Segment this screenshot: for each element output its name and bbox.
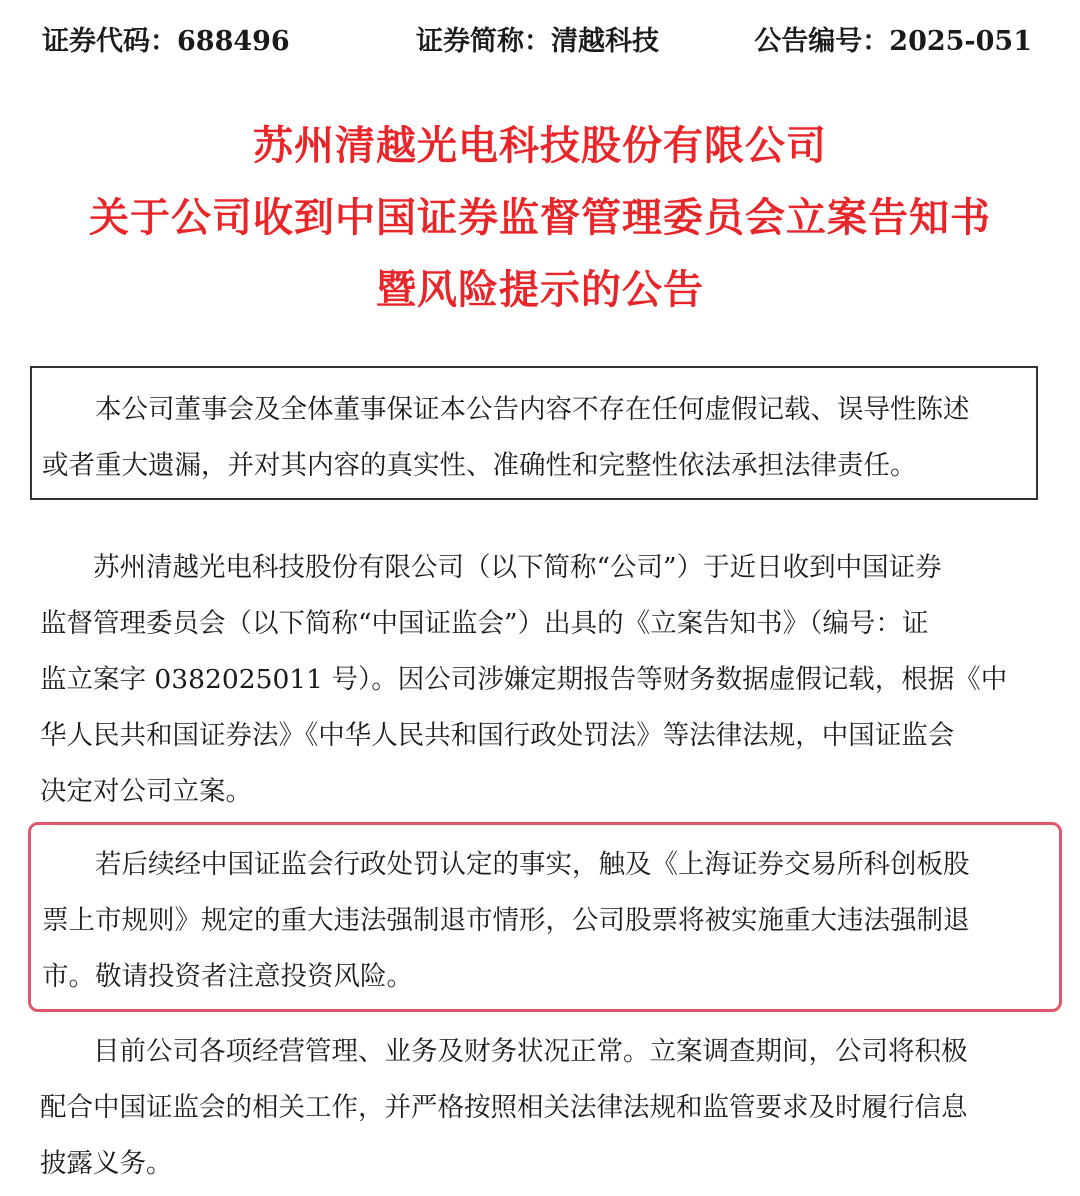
statement-line: 或者重大遗漏，并对其内容的真实性、准确性和完整性依法承担法律责任。 (42, 450, 917, 481)
paragraph-line: 市。敬请投资者注意投资风险。 (42, 961, 413, 992)
paragraph-line: 监督管理委员会（以下简称“中国证监会”）出具的《立案告知书》（编号：证 (40, 608, 929, 639)
paragraph-line: 票上市规则》规定的重大违法强制退市情形，公司股票将被实施重大违法强制退 (42, 905, 970, 936)
title-line-subject: 关于公司收到中国证券监督管理委员会立案告知书 (89, 194, 991, 241)
paragraph-line: 决定对公司立案。 (40, 776, 252, 807)
announcement-header (42, 22, 1032, 62)
stock-short-name: 证券简称：清越科技 (416, 26, 659, 57)
delisting-risk-highlight (28, 822, 1062, 1012)
paragraph-line: 监立案字 0382025011 号）。因公司涉嫌定期报告等财务数据虚假记载，根据《中 (40, 664, 1008, 695)
paragraph-line: 苏州清越光电科技股份有限公司（以下简称“公司”）于近日收到中国证券 (93, 552, 942, 583)
paragraph-line: 若后续经中国证监会行政处罚认定的事实，触及《上海证券交易所科创板股 (95, 849, 970, 880)
title-line-risk: 暨风险提示的公告 (376, 266, 704, 313)
statement-line: 本公司董事会及全体董事保证本公告内容不存在任何虚假记载、误导性陈述 (95, 394, 970, 425)
paragraph-line: 配合中国证监会的相关工作，并严格按照相关法律法规和监管要求及时履行信息 (40, 1092, 968, 1123)
title-line-company: 苏州清越光电科技股份有限公司 (253, 122, 827, 169)
board-statement (42, 382, 1026, 494)
stock-code: 证券代码：688496 (42, 26, 290, 57)
paragraph-operations-status (40, 1024, 1032, 1192)
paragraph-line: 华人民共和国证券法》《中华人民共和国行政处罚法》等法律法规，中国证监会 (40, 720, 955, 751)
paragraph-line: 披露义务。 (40, 1148, 173, 1179)
announcement-title (0, 110, 1080, 326)
paragraph-line: 目前公司各项经营管理、业务及财务状况正常。立案调查期间，公司将积极 (93, 1036, 968, 1067)
announcement-number: 公告编号：2025-051 (754, 26, 1032, 57)
board-statement-box (30, 366, 1038, 500)
paragraph-delisting-risk (42, 837, 1059, 1005)
paragraph-filing-notice (40, 540, 1032, 820)
